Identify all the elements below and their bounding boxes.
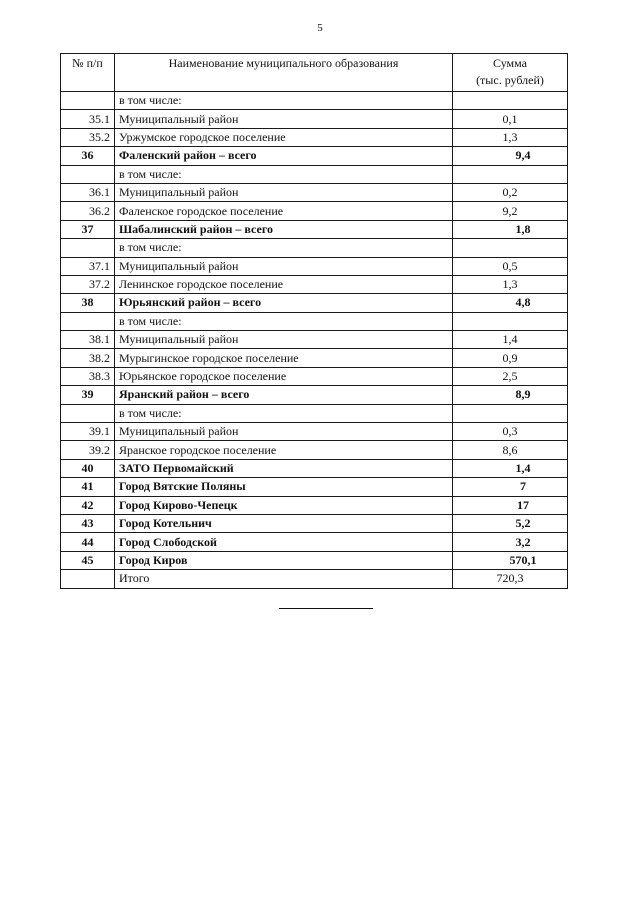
table-row	[61, 257, 568, 275]
row-sum-cell: 3,2	[453, 533, 568, 551]
row-number-cell: 40	[61, 459, 115, 477]
row-name-cell: в том числе:	[115, 92, 453, 110]
table-row	[61, 386, 568, 404]
row-number-cell: 38.1	[61, 331, 115, 349]
row-number-cell: 36	[61, 147, 115, 165]
table-row	[61, 312, 568, 330]
row-sum-cell: 0,2	[453, 183, 568, 201]
row-name-cell: Ленинское городское поселение	[115, 275, 453, 293]
budget-table	[60, 53, 568, 589]
row-sum-cell: 1,3	[453, 128, 568, 146]
row-name-cell: в том числе:	[115, 239, 453, 257]
table-row	[61, 459, 568, 477]
row-sum-cell: 17	[453, 496, 568, 514]
row-number-cell	[61, 239, 115, 257]
table-row	[61, 128, 568, 146]
table-row	[61, 349, 568, 367]
header-sum-line2: (тыс. рублей)	[476, 73, 544, 87]
row-number-cell: 43	[61, 514, 115, 532]
table-row	[61, 239, 568, 257]
table-row	[61, 147, 568, 165]
row-number-cell: 39.1	[61, 423, 115, 441]
row-name-cell: Муниципальный район	[115, 257, 453, 275]
row-name-cell: Муниципальный район	[115, 183, 453, 201]
row-name-cell: Муниципальный район	[115, 110, 453, 128]
table-row	[61, 367, 568, 385]
row-number-cell: 38.3	[61, 367, 115, 385]
row-name-cell: Итого	[115, 570, 453, 588]
table-row	[61, 496, 568, 514]
row-name-cell: Муниципальный район	[115, 331, 453, 349]
row-name-cell: Яранский район – всего	[115, 386, 453, 404]
row-sum-cell: 4,8	[453, 294, 568, 312]
table-row	[61, 294, 568, 312]
row-sum-cell: 0,5	[453, 257, 568, 275]
row-sum-cell	[453, 239, 568, 257]
row-name-cell: в том числе:	[115, 165, 453, 183]
row-sum-cell: 0,1	[453, 110, 568, 128]
row-name-cell: Город Киров	[115, 551, 453, 569]
row-sum-cell: 2,5	[453, 367, 568, 385]
row-number-cell: 37	[61, 220, 115, 238]
table-row	[61, 183, 568, 201]
row-number-cell: 36.1	[61, 183, 115, 201]
row-name-cell: Фаленский район – всего	[115, 147, 453, 165]
row-sum-cell: 1,8	[453, 220, 568, 238]
row-name-cell: Юрьянский район – всего	[115, 294, 453, 312]
row-sum-cell: 5,2	[453, 514, 568, 532]
table-row	[61, 202, 568, 220]
row-name-cell: ЗАТО Первомайский	[115, 459, 453, 477]
row-name-cell: Город Вятские Поляны	[115, 478, 453, 496]
row-name-cell: в том числе:	[115, 312, 453, 330]
row-number-cell	[61, 570, 115, 588]
page-number: 5	[317, 22, 323, 34]
table-row	[61, 92, 568, 110]
table-row	[61, 110, 568, 128]
table-row	[61, 220, 568, 238]
table-row	[61, 478, 568, 496]
table-row	[61, 275, 568, 293]
header-sum-line1: Сумма	[493, 56, 527, 70]
row-number-cell: 35.2	[61, 128, 115, 146]
table-row	[61, 165, 568, 183]
table-row	[61, 331, 568, 349]
row-number-cell: 35.1	[61, 110, 115, 128]
row-number-cell: 39	[61, 386, 115, 404]
row-number-cell	[61, 92, 115, 110]
row-number-cell: 37.1	[61, 257, 115, 275]
row-number-cell: 38	[61, 294, 115, 312]
header-name: Наименование муниципального образования	[115, 54, 453, 92]
row-sum-cell	[453, 312, 568, 330]
row-name-cell: Фаленское городское поселение	[115, 202, 453, 220]
row-sum-cell: 9,4	[453, 147, 568, 165]
row-name-cell: Город Котельнич	[115, 514, 453, 532]
row-name-cell: в том числе:	[115, 404, 453, 422]
row-name-cell: Муниципальный район	[115, 423, 453, 441]
row-name-cell: Город Кирово-Чепецк	[115, 496, 453, 514]
table-row	[61, 533, 568, 551]
row-name-cell: Шабалинский район – всего	[115, 220, 453, 238]
table-row	[61, 441, 568, 459]
row-sum-cell	[453, 404, 568, 422]
row-sum-cell: 570,1	[453, 551, 568, 569]
row-sum-cell: 7	[453, 478, 568, 496]
row-sum-cell: 0,9	[453, 349, 568, 367]
row-sum-cell: 1,4	[453, 331, 568, 349]
row-sum-cell: 9,2	[453, 202, 568, 220]
row-number-cell: 45	[61, 551, 115, 569]
table-row	[61, 570, 568, 588]
row-number-cell: 38.2	[61, 349, 115, 367]
row-sum-cell: 0,3	[453, 423, 568, 441]
row-number-cell: 42	[61, 496, 115, 514]
row-sum-cell: 1,3	[453, 275, 568, 293]
row-name-cell: Город Слободской	[115, 533, 453, 551]
row-sum-cell: 1,4	[453, 459, 568, 477]
row-sum-cell: 8,6	[453, 441, 568, 459]
row-sum-cell: 8,9	[453, 386, 568, 404]
row-number-cell	[61, 404, 115, 422]
row-number-cell: 37.2	[61, 275, 115, 293]
row-sum-cell: 720,3	[453, 570, 568, 588]
row-name-cell: Яранское городское поселение	[115, 441, 453, 459]
header-sum	[453, 54, 568, 92]
row-number-cell	[61, 165, 115, 183]
table-row	[61, 423, 568, 441]
row-number-cell	[61, 312, 115, 330]
row-name-cell: Юрьянское городское поселение	[115, 367, 453, 385]
row-number-cell: 41	[61, 478, 115, 496]
row-name-cell: Уржумское городское поселение	[115, 128, 453, 146]
row-sum-cell	[453, 92, 568, 110]
row-name-cell: Мурыгинское городское поселение	[115, 349, 453, 367]
row-number-cell: 39.2	[61, 441, 115, 459]
table-row	[61, 551, 568, 569]
row-number-cell: 44	[61, 533, 115, 551]
table-header-row	[61, 54, 568, 92]
table-body	[61, 92, 568, 589]
header-num: № п/п	[61, 54, 115, 92]
row-sum-cell	[453, 165, 568, 183]
table-row	[61, 514, 568, 532]
end-rule	[279, 608, 373, 609]
row-number-cell: 36.2	[61, 202, 115, 220]
table-row	[61, 404, 568, 422]
